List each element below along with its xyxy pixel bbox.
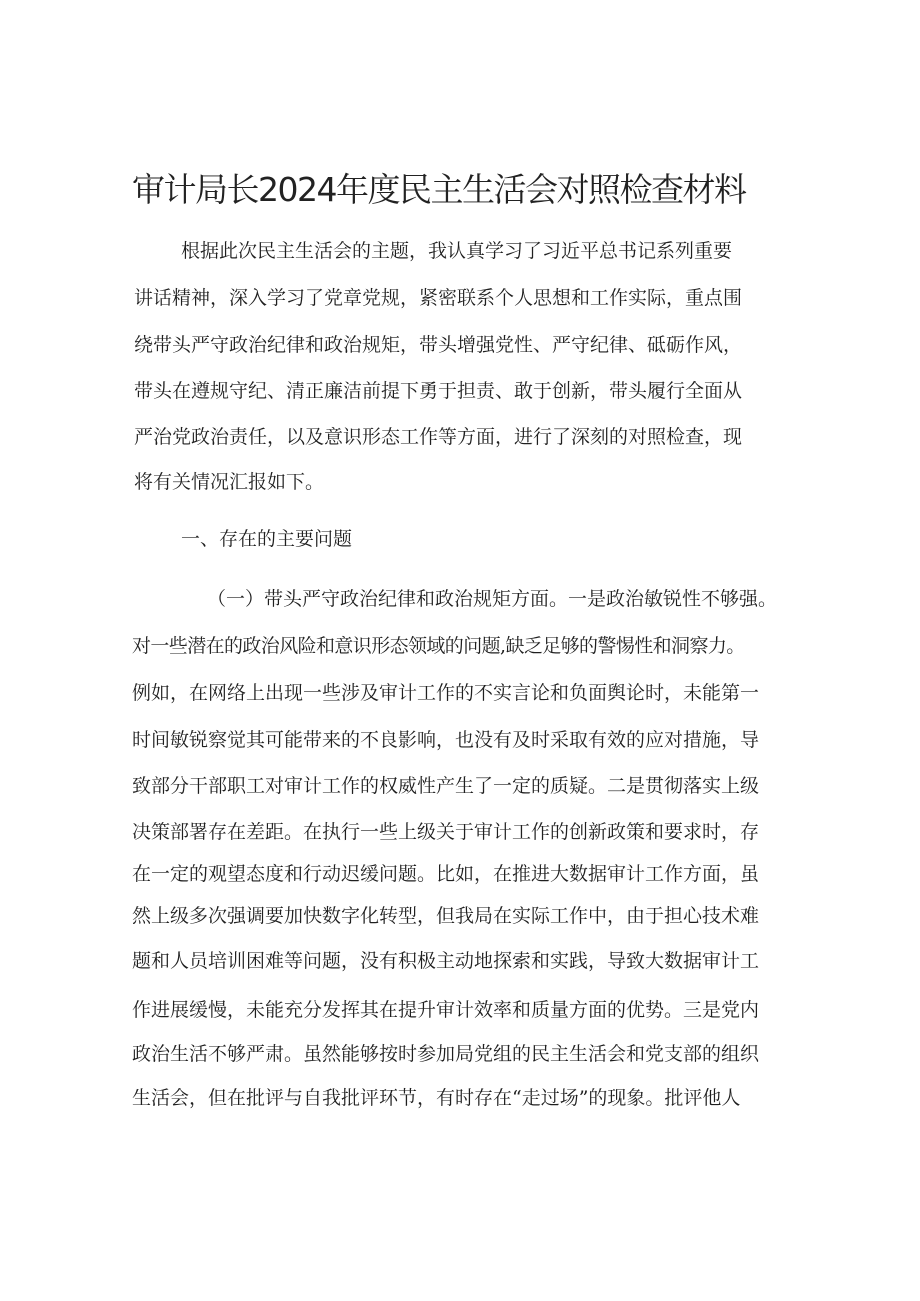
body-line: 时间敏锐察觉其可能带来的不良影响，也没有及时采取有效的应对措施，导 bbox=[132, 729, 760, 751]
body-line: 致部分干部职工对审计工作的权威性产生了一定的质疑。二是贯彻落实上级 bbox=[132, 775, 760, 797]
body-line: 政治生活不够严肃。虽然能够按时参加局党组的民主生活会和党支部的组织 bbox=[132, 1043, 760, 1065]
body-line: 对一些潜在的政治风险和意识形态领域的问题,缺乏足够的警惕性和洞察力。 bbox=[132, 635, 745, 657]
intro-line: 将有关情况汇报如下。 bbox=[134, 471, 325, 493]
body-line: （一）带头严守政治纪律和政治规矩方面。一是政治敏锐性不够强。 bbox=[207, 588, 778, 610]
intro-line: 讲话精神，深入学习了党章党规，紧密联系个人思想和工作实际，重点围 bbox=[134, 287, 743, 309]
intro-line: 根据此次民主生活会的主题，我认真学习了习近平总书记系列重要 bbox=[181, 240, 733, 262]
body-line: 题和人员培训困难等问题，没有积极主动地探索和实践，导致大数据审计工 bbox=[132, 950, 760, 972]
body-line: 在一定的观望态度和行动迟缓问题。比如，在推进大数据审计工作方面，虽 bbox=[132, 863, 760, 885]
body-line: 生活会，但在批评与自我批评环节，有时存在“走过场”的现象。批评他人 bbox=[132, 1087, 741, 1109]
body-line: 例如，在网络上出现一些涉及审计工作的不实言论和负面舆论时，未能第一 bbox=[132, 682, 760, 704]
intro-line: 带头在遵规守纪、清正廉洁前提下勇于担责、敢于创新，带头履行全面从 bbox=[134, 380, 743, 402]
body-line: 作进展缓慢，未能充分发挥其在提升审计效率和质量方面的优势。三是党内 bbox=[132, 999, 760, 1021]
document-title: 审计局长2024年度民主生活会对照检查材料 bbox=[132, 170, 746, 209]
intro-line: 严治党政治责任，以及意识形态工作等方面，进行了深刻的对照检查，现 bbox=[134, 426, 743, 448]
intro-line: 绕带头严守政治纪律和政治规矩，带头增强党性、严守纪律、砥砺作风， bbox=[134, 334, 743, 356]
body-line: 然上级多次强调要加快数字化转型，但我局在实际工作中，由于担心技术难 bbox=[132, 905, 760, 927]
body-line: 决策部署存在差距。在执行一些上级关于审计工作的创新政策和要求时，存 bbox=[132, 821, 760, 843]
section-heading: 一、存在的主要问题 bbox=[181, 528, 353, 550]
